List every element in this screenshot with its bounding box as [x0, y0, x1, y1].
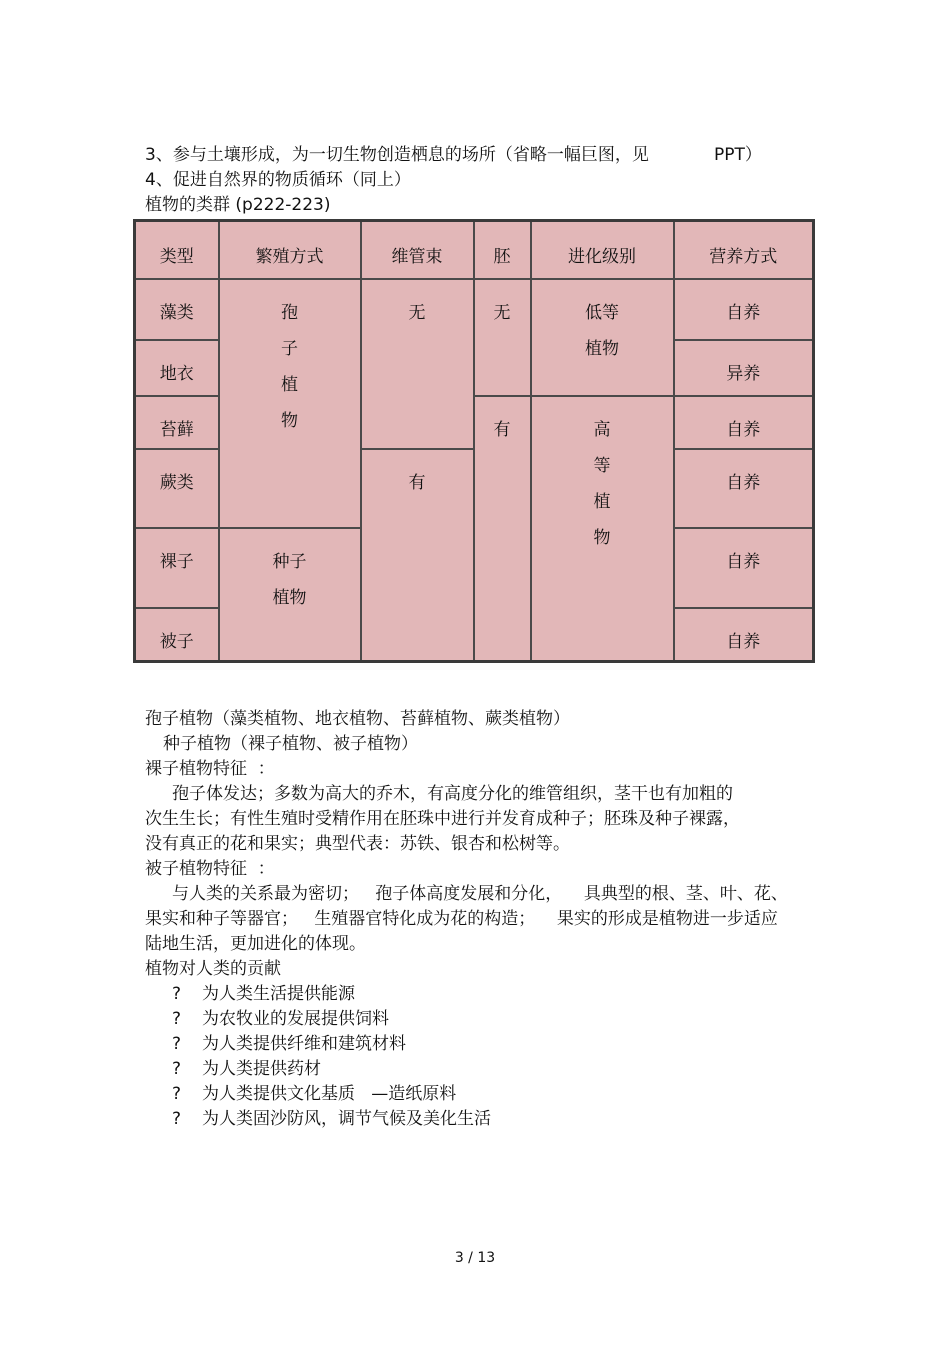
contribution-item: ? 为农牧业的发展提供饲料	[172, 1009, 389, 1029]
angiosperm-para-1: 与人类的关系最为密切； 孢子体高度发展和分化， 具典型的根、茎、叶、花、	[172, 884, 788, 904]
repro-spore-plants: 孢 子 植 物	[219, 279, 361, 528]
intro-line-1: 3、参与土壤形成，为一切生物创造栖息的场所（省略一幅巨图，见	[145, 145, 649, 165]
page-number: 3 / 13	[454, 1250, 496, 1266]
contribution-item: ? 为人类固沙防风，调节气候及美化生活	[172, 1109, 491, 1129]
embryo-none: 无	[474, 279, 531, 396]
nutrition-gymnosperm: 自养	[674, 528, 814, 608]
type-angiosperm: 被子	[135, 608, 219, 662]
level-high: 高 等 植 物	[531, 396, 674, 662]
gymnosperm-para-3: 没有真正的花和果实；典型代表：苏铁、银杏和松树等。	[145, 834, 570, 854]
type-algae: 藻类	[135, 279, 219, 340]
header-evolution-level: 进化级别	[531, 221, 674, 279]
gymnosperm-para-1: 孢子体发达；多数为高大的乔木，有高度分化的维管组织，茎干也有加粗的	[172, 784, 733, 804]
vascular-none: 无	[361, 279, 474, 449]
header-reproduction: 繁殖方式	[219, 221, 361, 279]
type-fern: 蕨类	[135, 449, 219, 528]
gymnosperm-para-2: 次生生长；有性生殖时受精作用在胚珠中进行并发育成种子；胚珠及种子裸露，	[145, 809, 740, 829]
nutrition-moss: 自养	[674, 396, 814, 449]
nutrition-algae: 自养	[674, 279, 814, 340]
section-title-plant-groups: 植物的类群 (p222-223)	[145, 195, 331, 215]
gymnosperm-title: 裸子植物特征 ：	[145, 759, 275, 779]
seed-plants-line: 种子植物（裸子植物、被子植物）	[163, 734, 418, 754]
contribution-item: ? 为人类提供纤维和建筑材料	[172, 1034, 406, 1054]
angiosperm-para-2: 果实和种子等器官； 生殖器官特化成为花的构造； 果实的形成是植物进一步适应	[145, 909, 778, 929]
vascular-has: 有	[361, 449, 474, 662]
type-lichen: 地衣	[135, 340, 219, 396]
intro-line-2: 4、促进自然界的物质循环（同上）	[145, 170, 411, 190]
header-embryo: 胚	[474, 221, 531, 279]
intro-line-1-ppt: PPT）	[714, 145, 762, 165]
header-type: 类型	[135, 221, 219, 279]
nutrition-angiosperm: 自养	[674, 608, 814, 662]
level-low: 低等 植物	[531, 279, 674, 396]
nutrition-fern: 自养	[674, 449, 814, 528]
contribution-item: ? 为人类提供药材	[172, 1059, 321, 1079]
contribution-item: ? 为人类生活提供能源	[172, 984, 355, 1004]
angiosperm-para-3: 陆地生活，更加进化的体现。	[145, 934, 366, 954]
spore-plants-line: 孢子植物（藻类植物、地衣植物、苔藓植物、蕨类植物）	[145, 709, 570, 729]
header-nutrition: 营养方式	[674, 221, 814, 279]
angiosperm-title: 被子植物特征 ：	[145, 859, 275, 879]
header-vascular: 维管束	[361, 221, 474, 279]
contribution-title: 植物对人类的贡献	[145, 959, 281, 979]
embryo-has: 有	[474, 396, 531, 662]
type-gymnosperm: 裸子	[135, 528, 219, 608]
type-moss: 苔藓	[135, 396, 219, 449]
repro-seed-plants: 种子 植物	[219, 528, 361, 662]
contribution-item: ? 为人类提供文化基质 —造纸原料	[172, 1084, 457, 1104]
plant-groups-table	[133, 219, 815, 663]
nutrition-lichen: 异养	[674, 340, 814, 396]
